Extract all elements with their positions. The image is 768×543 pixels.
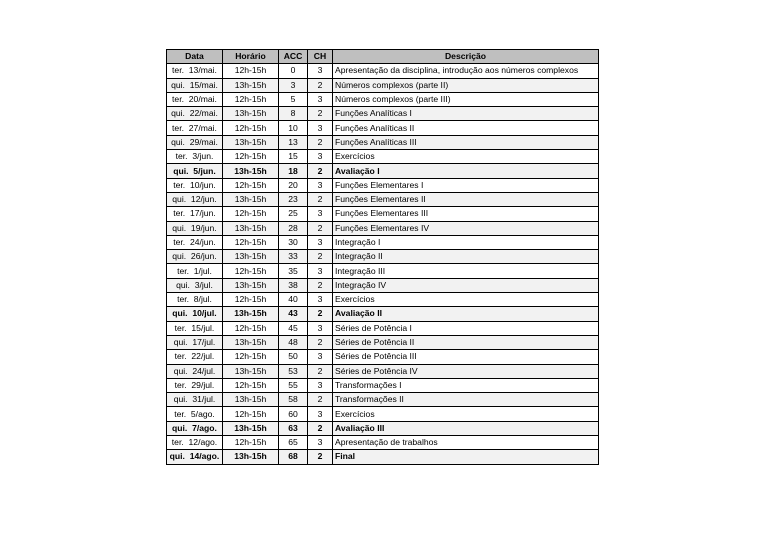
cell-time: 12h-15h xyxy=(223,178,279,192)
table-row xyxy=(167,450,599,464)
cell-time: 13h-15h xyxy=(223,164,279,178)
cell-ch: 2 xyxy=(308,250,333,264)
cell-description: Exercícios xyxy=(333,150,599,164)
cell-date: ter. 8/jul. xyxy=(167,293,223,307)
table-row xyxy=(167,250,599,264)
cell-description: Integração IV xyxy=(333,278,599,292)
cell-date: qui. 31/jul. xyxy=(167,393,223,407)
cell-acc: 3 xyxy=(279,78,308,92)
table-row xyxy=(167,393,599,407)
table-row xyxy=(167,321,599,335)
cell-acc: 65 xyxy=(279,436,308,450)
cell-ch: 3 xyxy=(308,150,333,164)
cell-acc: 28 xyxy=(279,221,308,235)
cell-ch: 2 xyxy=(308,421,333,435)
cell-date: ter. 22/jul. xyxy=(167,350,223,364)
cell-date: qui. 10/jul. xyxy=(167,307,223,321)
cell-acc: 5 xyxy=(279,92,308,106)
cell-date: qui. 12/jun. xyxy=(167,192,223,206)
cell-ch: 2 xyxy=(308,278,333,292)
cell-acc: 10 xyxy=(279,121,308,135)
table-row xyxy=(167,436,599,450)
table-row xyxy=(167,192,599,206)
table-row xyxy=(167,335,599,349)
cell-acc: 48 xyxy=(279,335,308,349)
cell-acc: 25 xyxy=(279,207,308,221)
table-row xyxy=(167,378,599,392)
schedule-table xyxy=(166,49,599,465)
cell-acc: 8 xyxy=(279,107,308,121)
table-row xyxy=(167,221,599,235)
table-row xyxy=(167,92,599,106)
cell-description: Exercícios xyxy=(333,293,599,307)
cell-time: 13h-15h xyxy=(223,421,279,435)
cell-ch: 3 xyxy=(308,350,333,364)
cell-description: Números complexos (parte III) xyxy=(333,92,599,106)
table-row xyxy=(167,178,599,192)
header-acc: ACC xyxy=(279,50,308,64)
cell-time: 13h-15h xyxy=(223,307,279,321)
header-ch: CH xyxy=(308,50,333,64)
cell-date: ter. 27/mai. xyxy=(167,121,223,135)
cell-time: 12h-15h xyxy=(223,150,279,164)
cell-acc: 38 xyxy=(279,278,308,292)
table-row xyxy=(167,78,599,92)
cell-ch: 2 xyxy=(308,78,333,92)
cell-time: 12h-15h xyxy=(223,378,279,392)
cell-acc: 50 xyxy=(279,350,308,364)
cell-ch: 2 xyxy=(308,393,333,407)
cell-date: ter. 1/jul. xyxy=(167,264,223,278)
cell-acc: 63 xyxy=(279,421,308,435)
cell-date: qui. 29/mai. xyxy=(167,135,223,149)
cell-acc: 20 xyxy=(279,178,308,192)
cell-date: qui. 15/mai. xyxy=(167,78,223,92)
cell-date: qui. 5/jun. xyxy=(167,164,223,178)
cell-description: Final xyxy=(333,450,599,464)
table-header xyxy=(167,50,599,64)
cell-description: Transformações II xyxy=(333,393,599,407)
cell-description: Integração II xyxy=(333,250,599,264)
cell-acc: 40 xyxy=(279,293,308,307)
cell-ch: 2 xyxy=(308,221,333,235)
cell-ch: 3 xyxy=(308,64,333,78)
cell-acc: 60 xyxy=(279,407,308,421)
table-row xyxy=(167,235,599,249)
cell-description: Avaliação III xyxy=(333,421,599,435)
cell-acc: 55 xyxy=(279,378,308,392)
cell-time: 13h-15h xyxy=(223,278,279,292)
cell-acc: 43 xyxy=(279,307,308,321)
cell-time: 12h-15h xyxy=(223,436,279,450)
cell-description: Funções Analíticas I xyxy=(333,107,599,121)
cell-description: Transformações I xyxy=(333,378,599,392)
cell-time: 13h-15h xyxy=(223,107,279,121)
cell-description: Funções Analíticas III xyxy=(333,135,599,149)
cell-time: 13h-15h xyxy=(223,450,279,464)
cell-acc: 58 xyxy=(279,393,308,407)
cell-date: ter. 17/jun. xyxy=(167,207,223,221)
header-descricao: Descrição xyxy=(333,50,599,64)
cell-time: 12h-15h xyxy=(223,264,279,278)
cell-date: qui. 17/jul. xyxy=(167,335,223,349)
table-row xyxy=(167,135,599,149)
cell-time: 13h-15h xyxy=(223,221,279,235)
cell-time: 13h-15h xyxy=(223,364,279,378)
cell-acc: 53 xyxy=(279,364,308,378)
cell-ch: 2 xyxy=(308,164,333,178)
cell-acc: 18 xyxy=(279,164,308,178)
table-row xyxy=(167,64,599,78)
cell-time: 13h-15h xyxy=(223,78,279,92)
cell-ch: 3 xyxy=(308,378,333,392)
table-row xyxy=(167,278,599,292)
cell-date: ter. 10/jun. xyxy=(167,178,223,192)
table-row xyxy=(167,407,599,421)
cell-ch: 3 xyxy=(308,207,333,221)
cell-description: Números complexos (parte II) xyxy=(333,78,599,92)
cell-description: Funções Analíticas II xyxy=(333,121,599,135)
cell-ch: 3 xyxy=(308,178,333,192)
cell-date: qui. 14/ago. xyxy=(167,450,223,464)
cell-description: Séries de Potência I xyxy=(333,321,599,335)
cell-date: ter. 15/jul. xyxy=(167,321,223,335)
cell-ch: 3 xyxy=(308,235,333,249)
cell-acc: 35 xyxy=(279,264,308,278)
cell-description: Funções Elementares III xyxy=(333,207,599,221)
cell-time: 12h-15h xyxy=(223,121,279,135)
cell-ch: 2 xyxy=(308,192,333,206)
cell-date: ter. 13/mai. xyxy=(167,64,223,78)
cell-date: qui. 7/ago. xyxy=(167,421,223,435)
cell-acc: 0 xyxy=(279,64,308,78)
cell-description: Funções Elementares II xyxy=(333,192,599,206)
table-row xyxy=(167,207,599,221)
cell-description: Séries de Potência II xyxy=(333,335,599,349)
cell-description: Avaliação II xyxy=(333,307,599,321)
cell-description: Apresentação da disciplina, introdução aos números complexos xyxy=(333,64,599,78)
table-row xyxy=(167,307,599,321)
cell-description: Funções Elementares I xyxy=(333,178,599,192)
cell-time: 12h-15h xyxy=(223,92,279,106)
cell-date: ter. 12/ago. xyxy=(167,436,223,450)
cell-ch: 3 xyxy=(308,321,333,335)
cell-description: Séries de Potência III xyxy=(333,350,599,364)
table-row xyxy=(167,121,599,135)
table-row xyxy=(167,107,599,121)
table-row xyxy=(167,150,599,164)
cell-ch: 2 xyxy=(308,335,333,349)
cell-acc: 33 xyxy=(279,250,308,264)
cell-acc: 23 xyxy=(279,192,308,206)
cell-date: qui. 19/jun. xyxy=(167,221,223,235)
cell-date: ter. 3/jun. xyxy=(167,150,223,164)
cell-time: 13h-15h xyxy=(223,393,279,407)
table-body xyxy=(167,64,599,464)
table-row xyxy=(167,364,599,378)
table-row xyxy=(167,421,599,435)
cell-time: 12h-15h xyxy=(223,407,279,421)
cell-time: 12h-15h xyxy=(223,321,279,335)
cell-ch: 3 xyxy=(308,121,333,135)
cell-date: qui. 26/jun. xyxy=(167,250,223,264)
cell-time: 12h-15h xyxy=(223,64,279,78)
cell-description: Avaliação I xyxy=(333,164,599,178)
cell-ch: 3 xyxy=(308,436,333,450)
cell-time: 13h-15h xyxy=(223,250,279,264)
cell-date: ter. 20/mai. xyxy=(167,92,223,106)
cell-description: Funções Elementares IV xyxy=(333,221,599,235)
cell-description: Integração III xyxy=(333,264,599,278)
cell-time: 13h-15h xyxy=(223,192,279,206)
cell-description: Apresentação de trabalhos xyxy=(333,436,599,450)
cell-ch: 3 xyxy=(308,407,333,421)
header-row xyxy=(167,50,599,64)
cell-ch: 2 xyxy=(308,107,333,121)
cell-ch: 3 xyxy=(308,92,333,106)
table-row xyxy=(167,293,599,307)
cell-date: ter. 24/jun. xyxy=(167,235,223,249)
header-data: Data xyxy=(167,50,223,64)
table-row xyxy=(167,350,599,364)
cell-acc: 13 xyxy=(279,135,308,149)
cell-time: 13h-15h xyxy=(223,335,279,349)
cell-date: ter. 29/jul. xyxy=(167,378,223,392)
cell-date: qui. 24/jul. xyxy=(167,364,223,378)
cell-acc: 15 xyxy=(279,150,308,164)
cell-ch: 2 xyxy=(308,364,333,378)
cell-ch: 2 xyxy=(308,135,333,149)
cell-date: qui. 3/jul. xyxy=(167,278,223,292)
cell-time: 12h-15h xyxy=(223,207,279,221)
cell-time: 12h-15h xyxy=(223,350,279,364)
cell-date: ter. 5/ago. xyxy=(167,407,223,421)
cell-ch: 2 xyxy=(308,307,333,321)
header-horario: Horário xyxy=(223,50,279,64)
cell-description: Exercícios xyxy=(333,407,599,421)
cell-ch: 3 xyxy=(308,264,333,278)
cell-time: 12h-15h xyxy=(223,293,279,307)
cell-acc: 45 xyxy=(279,321,308,335)
cell-description: Integração I xyxy=(333,235,599,249)
cell-acc: 68 xyxy=(279,450,308,464)
cell-acc: 30 xyxy=(279,235,308,249)
table-row xyxy=(167,264,599,278)
cell-time: 12h-15h xyxy=(223,235,279,249)
cell-time: 13h-15h xyxy=(223,135,279,149)
cell-ch: 2 xyxy=(308,450,333,464)
table-row xyxy=(167,164,599,178)
cell-ch: 3 xyxy=(308,293,333,307)
cell-date: qui. 22/mai. xyxy=(167,107,223,121)
cell-description: Séries de Potência IV xyxy=(333,364,599,378)
